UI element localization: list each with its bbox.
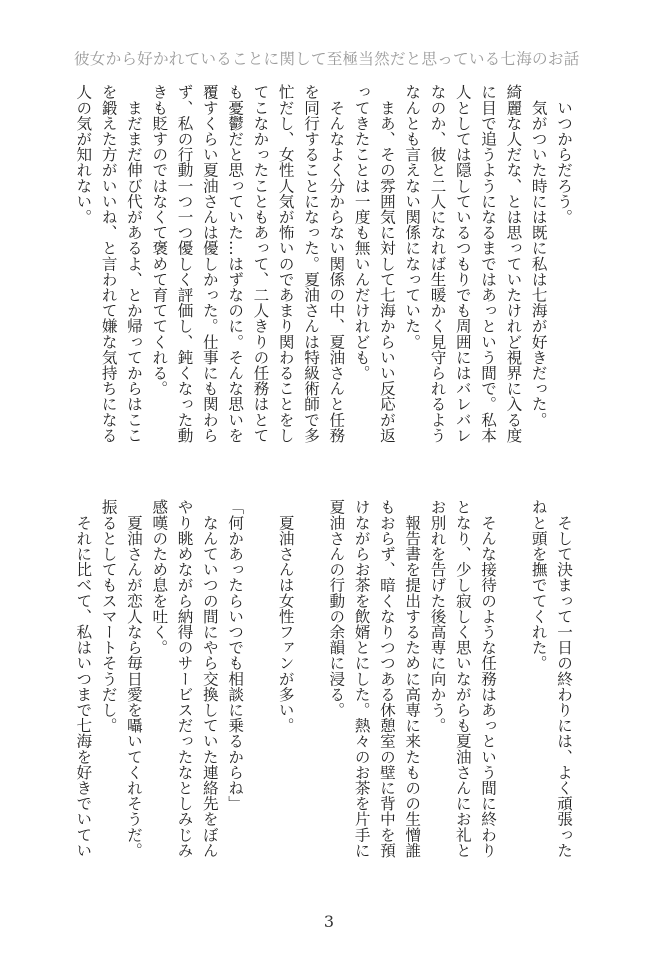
text-column: きも貶すのではなくて褒めて育ててくれる。	[150, 84, 169, 396]
page-number: 3	[323, 912, 335, 931]
text-column: そんなよく分からない関係の中、夏油さんと任務	[327, 84, 346, 443]
text-column: 「何かあったらいつでも相談に乗るからね」	[226, 499, 245, 811]
text-column: ず、私の行動一つ一つ優しく評価し、鈍くなった動	[175, 84, 194, 443]
text-column: もおらず、暗くなりつつある休憩室の壁に背中を預	[377, 499, 396, 858]
text-column: まだまだ伸び代があるよ、とか帰ってからはここ	[124, 84, 143, 443]
text-column: ねと頭を撫でてくれた。	[529, 499, 548, 671]
text-column: 報告書を提出するために高専に来たものの生憎誰	[403, 499, 422, 858]
text-column: なんとも言えない関係になっていた。	[403, 84, 422, 350]
text-column	[298, 499, 323, 874]
text-column: 忙だし、女性人気が怖いのであまり関わることをし	[276, 84, 295, 443]
text-column: お別れを告げた後高専に向かう。	[428, 499, 447, 733]
text-block-upper	[69, 84, 576, 459]
text-column: を鍛えた方がいいね、と言われて嫌な気持ちになる	[99, 84, 118, 443]
text-column: そんな接待のような任務はあっという間に終わり	[479, 499, 498, 858]
running-header: 彼女から好かれていることに関して至極当然だと思っている七海のお話	[74, 50, 580, 68]
text-column	[500, 499, 525, 874]
text-column: 夏油さんの行動の余韻に浸る。	[327, 499, 346, 718]
text-column: 人の気が知れない。	[74, 84, 93, 225]
text-column: に目で追うようになるまではあっという間で。私本	[479, 84, 498, 443]
text-column: なんていつの間にやら交換していた連絡先をぼん	[200, 499, 219, 858]
text-column: 感嘆のため息を吐く。	[150, 499, 169, 655]
text-column: 夏油さんが恋人なら毎日愛を囁いてくれそうだ。	[124, 499, 143, 858]
text-column: を同行することになった。夏油さんは特級術師で多	[302, 84, 321, 443]
text-column: 人としては隠しているつもりでも周囲にはバレバレ	[453, 84, 472, 443]
text-column	[247, 499, 272, 874]
text-column: それに比べて、私はいつまで七海を好きでいてい	[74, 499, 93, 858]
text-column: 気がついた時には既に私は七海が好きだった。	[529, 84, 548, 428]
text-column: ってきたことは一度も無いんだけれども。	[352, 84, 371, 381]
text-column: やり眺めながら納得のサービスだったなとしみじみ	[175, 499, 194, 858]
text-column: 夏油さんは女性ファンが多い。	[276, 499, 295, 733]
text-column: いつからだろう。	[555, 84, 573, 225]
text-column: 覆すくらい夏油さんは優しかった。仕事にも関わら	[200, 84, 219, 443]
text-column: けながらお茶を飲婿とにした。熱々のお茶を片手に	[352, 499, 371, 858]
text-column: なのか、彼と二人になれば生暖かく見守られるよう	[428, 84, 447, 443]
text-column: てこなかったこともあって、二人きりの任務はとて	[251, 84, 270, 443]
text-column: 振るとしてもスマートそうだし。	[99, 499, 118, 733]
text-block-lower	[69, 499, 576, 874]
text-column: そして決まって一日の終わりには、よく頑張った	[555, 499, 573, 858]
text-column: まあ、その雰囲気に対して七海からいい反応が返	[377, 84, 396, 443]
text-column: となり、少し寂しく思いながらも夏油さんにお礼と	[453, 499, 472, 858]
text-column: も憂鬱だと思っていた…はずなのに。そんな思いを	[226, 84, 245, 443]
text-column: 綺麗な人だな、とは思っていたけれど視界に入る度	[504, 84, 523, 443]
